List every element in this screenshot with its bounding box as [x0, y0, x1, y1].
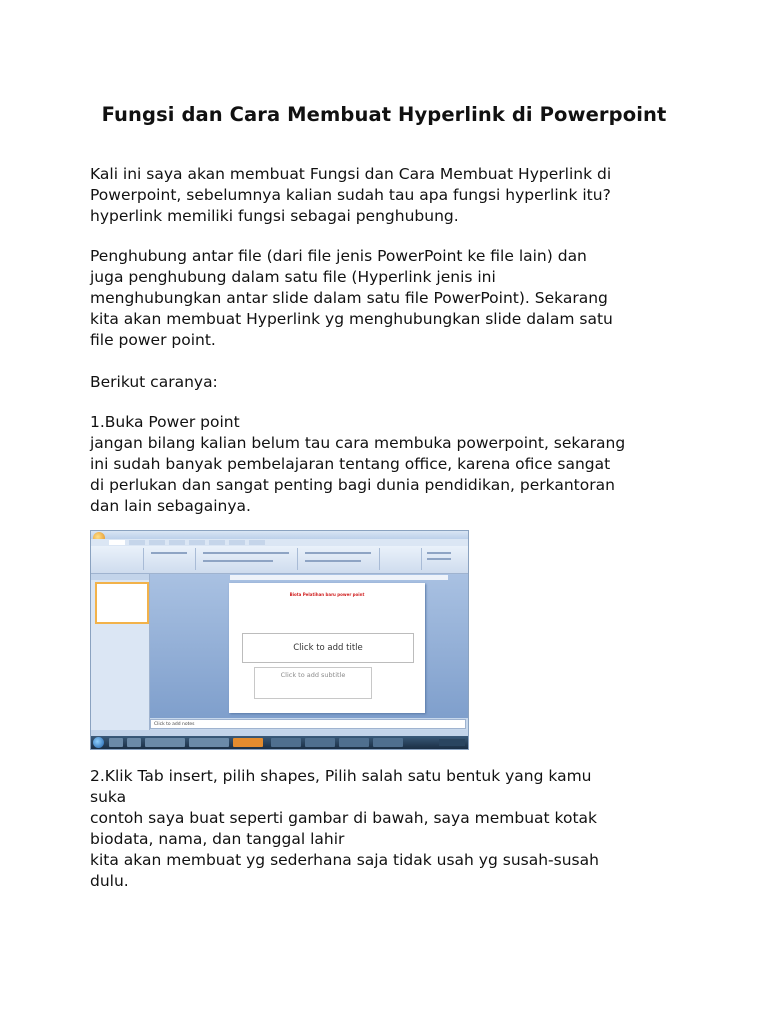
- ribbon-detail: [427, 552, 451, 554]
- ribbon: [91, 546, 468, 574]
- slide-thumbnail: [95, 582, 149, 624]
- ribbon-tab: [109, 540, 125, 545]
- taskbar-item: [109, 738, 123, 747]
- taskbar-item: [373, 738, 403, 747]
- paragraph-step-1: 1.Buka Power point jangan bilang kalian belum tau cara membuka powerpoint, sekarang ini sudah banyak pembelajaran tentang office, karena ofice sangat di perlukan dan sangat penting bagi dunia pendidikan, perkantoran dan lain sebagainya.: [90, 413, 626, 515]
- ribbon-tab: [129, 540, 145, 545]
- slide-canvas: [229, 583, 425, 713]
- ribbon-tab: [229, 540, 245, 545]
- taskbar-item-powerpoint: [233, 738, 263, 747]
- notes-pane: Click to add notes: [150, 719, 466, 729]
- ribbon-detail: [151, 552, 187, 554]
- paragraph-berikut: Berikut caranya:: [90, 373, 218, 391]
- slides-pane: [91, 574, 150, 736]
- ribbon-detail: [427, 558, 451, 560]
- ribbon-group-drawing: [381, 548, 422, 570]
- ribbon-group-clipboard: [93, 548, 144, 570]
- slide-editor: [150, 574, 468, 718]
- powerpoint-screenshot: [90, 530, 469, 750]
- subtitle-placeholder: Click to add subtitle: [254, 667, 372, 699]
- slide-heading-text: Biota Pelatihan baru power point: [289, 592, 365, 597]
- paragraph-step-2: 2.Klik Tab insert, pilih shapes, Pilih salah satu bentuk yang kamu suka contoh saya buat seperti gambar di bawah, saya membuat kotak biodata, nama, dan tanggal lahir kita akan membuat yg sederhana saja tidak usah yg susah-susah dulu.: [90, 767, 599, 890]
- system-tray: [439, 739, 465, 746]
- window-titlebar: [91, 531, 468, 539]
- taskbar-item: [305, 738, 335, 747]
- page-title: Fungsi dan Cara Membuat Hyperlink di Powerpoint: [101, 103, 667, 126]
- ribbon-detail: [305, 560, 361, 562]
- slides-pane-tabs: [91, 574, 149, 580]
- ribbon-tab: [249, 540, 265, 545]
- start-button-icon: [93, 737, 104, 748]
- ribbon-tab: [209, 540, 225, 545]
- ribbon-detail: [305, 552, 371, 554]
- ribbon-tabs: [91, 539, 468, 546]
- taskbar-item: [271, 738, 301, 747]
- paragraph-penghubung: Penghubung antar file (dari file jenis PowerPoint ke file lain) dan juga penghubung dalam satu file (Hyperlink jenis ini menghubungkan antar slide dalam satu file PowerPoint). Sekarang kita akan membuat Hyperlink yg menghubungkan slide dalam satu file power point.: [90, 247, 613, 349]
- ribbon-tab: [149, 540, 165, 545]
- taskbar-item: [189, 738, 229, 747]
- ruler: [230, 575, 448, 580]
- taskbar: [91, 736, 468, 749]
- taskbar-item: [339, 738, 369, 747]
- ribbon-tab: [169, 540, 185, 545]
- ribbon-tab: [189, 540, 205, 545]
- ribbon-detail: [203, 560, 273, 562]
- title-placeholder: Click to add title: [242, 633, 414, 663]
- ribbon-detail: [203, 552, 289, 554]
- paragraph-intro: Kali ini saya akan membuat Fungsi dan Cara Membuat Hyperlink di Powerpoint, sebelumnya kalian sudah tau apa fungsi hyperlink itu? hyperlink memiliki fungsi sebagai penghubung.: [90, 165, 612, 225]
- taskbar-item: [145, 738, 185, 747]
- taskbar-item: [127, 738, 141, 747]
